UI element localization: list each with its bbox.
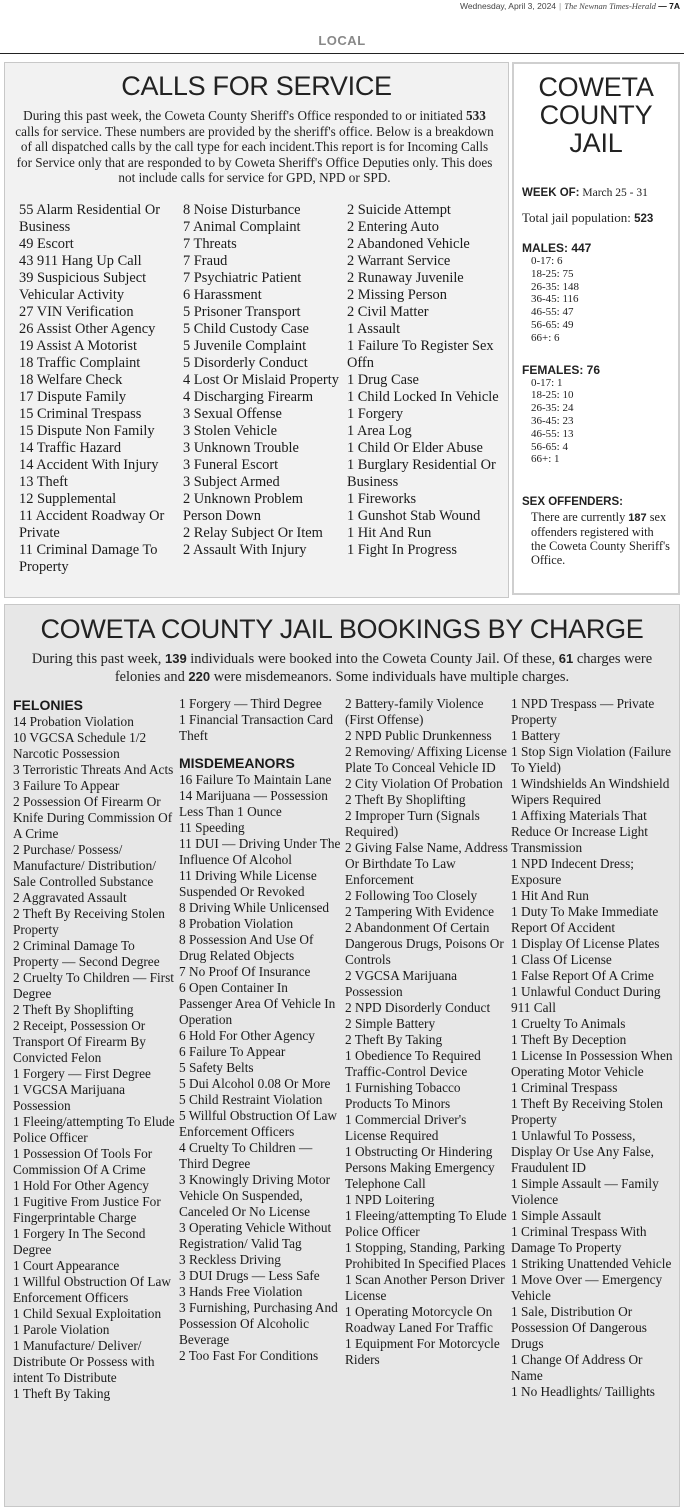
misdemeanor-count: 220 <box>188 669 211 684</box>
list-item: 1 NPD Indecent Dress; Exposure <box>511 856 634 887</box>
sex-offenders-text <box>522 510 670 567</box>
list-item: 3 Failure To Appear <box>13 778 120 793</box>
list-item: 0-17: 1 <box>531 376 563 389</box>
misdemeanors-heading: MISDEMEANORS <box>179 755 295 771</box>
list-item: 1 Class Of License <box>511 952 612 967</box>
header-rule <box>0 53 684 54</box>
calls-intro-a: During this past week, the Coweta County Sheriff's Office responded to or initiated <box>23 108 467 123</box>
list-item: 1 Criminal Trespass <box>511 1080 618 1095</box>
list-item: 1 No Headlights/ Taillights <box>511 1384 655 1399</box>
bookings-column-4 <box>511 696 677 1402</box>
calls-column-1 <box>19 202 183 576</box>
list-item: 5 Child Custody Case <box>183 321 309 337</box>
section-label: LOCAL <box>318 33 366 48</box>
list-item: 49 Escort <box>19 236 74 252</box>
list-item: 7 Animal Complaint <box>183 219 301 235</box>
list-item: 2 Theft By Taking <box>345 1032 443 1047</box>
felonies-heading: FELONIES <box>13 697 84 713</box>
list-item: 36-45: 23 <box>531 414 574 427</box>
list-item: 15 Dispute Non Family <box>19 423 155 439</box>
list-item: 1 Theft By Deception <box>511 1032 627 1047</box>
list-item: 26-35: 24 <box>531 402 574 415</box>
list-item: 1 Fireworks <box>347 491 417 507</box>
booked-count: 139 <box>164 651 187 666</box>
list-item: 1 Forgery In The Second Degree <box>13 1226 146 1257</box>
list-item: 5 Juvenile Complaint <box>183 338 307 354</box>
list-item: 3 Hands Free Violation <box>179 1284 303 1299</box>
males-group <box>522 241 670 345</box>
sex-offenders <box>522 492 670 567</box>
list-item: 66+: 6 <box>531 331 560 344</box>
list-item: 8 Possession And Use Of Drug Related Objects <box>179 932 314 963</box>
list-item: 1 Child Sexual Exploitation <box>13 1306 162 1321</box>
list-item: 1 Drug Case <box>347 372 419 388</box>
list-item: 2 Following Too Closely <box>345 888 478 903</box>
list-item: 18-25: 75 <box>531 267 574 280</box>
list-item: 2 NPD Public Drunkenness <box>345 728 492 743</box>
list-item: 1 Sale, Distribution Or Possession Of Dangerous Drugs <box>511 1304 647 1351</box>
list-item: 11 Accident Roadway Or Private <box>19 508 165 541</box>
list-item: 1 Unlawful To Possess, Display Or Use Any False, Fraudulent ID <box>511 1128 654 1175</box>
list-item: 2 Unknown Problem Person Down <box>183 491 303 524</box>
bookings-column-3 <box>345 696 511 1402</box>
list-item: 2 Entering Auto <box>347 219 439 235</box>
list-item: 13 Theft <box>19 474 68 490</box>
list-item: 43 911 Hang Up Call <box>19 253 142 269</box>
list-item: 6 Open Container In Passenger Area Of Vehicle In Operation <box>179 980 336 1027</box>
list-item: 2 Theft By Shoplifting <box>13 1002 134 1017</box>
list-item: 1 Assault <box>347 321 401 337</box>
list-item: 1 Stop Sign Violation (Failure To Yield) <box>511 744 671 775</box>
calls-count: 533 <box>466 108 486 123</box>
list-item: 3 Subject Armed <box>183 474 280 490</box>
list-item: 1 Forgery <box>347 406 404 422</box>
list-item: 18-25: 10 <box>531 389 574 402</box>
list-item: 56-65: 49 <box>531 318 574 331</box>
list-item: 10 VGCSA Schedule 1/2 Narcotic Possession <box>13 730 147 761</box>
list-item: 3 Terroristic Threats And Acts <box>13 762 174 777</box>
jail-population <box>522 210 670 226</box>
population-label: Total jail population: <box>522 210 631 225</box>
header-date: Wednesday, April 3, 2024 <box>459 1 557 11</box>
sex-offenders-count: 187 <box>628 512 647 525</box>
list-item: 6 Failure To Appear <box>179 1044 286 1059</box>
list-item: 2 Criminal Damage To Property — Second Degree <box>13 938 160 969</box>
list-item: 2 Simple Battery <box>345 1016 436 1031</box>
list-item: 1 Forgery — First Degree <box>13 1066 151 1081</box>
list-item: 1 Change Of Address Or Name <box>511 1352 643 1383</box>
list-item: 8 Probation Violation <box>179 916 294 931</box>
calls-column-3 <box>347 202 503 576</box>
list-item: 1 Stopping, Standing, Parking Prohibited In Specified Places <box>345 1240 506 1271</box>
list-item: 1 Parole Violation <box>13 1322 110 1337</box>
felonies-list-cont <box>179 696 342 744</box>
list-item: 39 Suspicious Subject Vehicular Activity <box>19 270 147 303</box>
list-item: 2 Cruelty To Children — First Degree <box>13 970 174 1001</box>
males-label: MALES: 447 <box>522 241 592 255</box>
misdemeanors-list <box>179 772 342 1364</box>
list-item: 1 Failure To Register Sex Offn <box>347 338 494 371</box>
list-item: 3 Knowingly Driving Motor Vehicle On Suspended, Canceled Or No License <box>179 1172 331 1219</box>
list-item: 2 Too Fast For Conditions <box>179 1348 319 1363</box>
list-item: 2 Suicide Attempt <box>347 202 451 218</box>
list-item: 1 Windshields An Windshield Wipers Required <box>511 776 670 807</box>
week-label: WEEK OF: <box>522 187 580 199</box>
list-item: 3 Operating Vehicle Without Registration/ Valid Tag <box>179 1220 332 1251</box>
list-item: 2 City Violation Of Probation <box>345 776 503 791</box>
list-item: 3 Unknown Trouble <box>183 440 299 456</box>
list-item: 2 Abandoned Vehicle <box>347 236 470 252</box>
list-item: 1 NPD Loitering <box>345 1192 435 1207</box>
list-item: 2 VGCSA Marijuana Possession <box>345 968 458 999</box>
list-item: 3 Reckless Driving <box>179 1252 281 1267</box>
list-item: 19 Assist A Motorist <box>19 338 137 354</box>
list-item: 7 Threats <box>183 236 237 252</box>
list-item: 2 Aggravated Assault <box>13 890 127 905</box>
list-item: 3 Sexual Offense <box>183 406 282 422</box>
list-item: 2 Civil Matter <box>347 304 429 320</box>
list-item: 1 Fugitive From Justice For Fingerprintable Charge <box>13 1194 161 1225</box>
list-item: 5 Safety Belts <box>179 1060 254 1075</box>
bookings-intro-a: During this past week, <box>31 651 165 667</box>
list-item: 1 Forgery — Third Degree <box>179 696 322 711</box>
list-item: 46-55: 47 <box>531 306 574 319</box>
list-item: 7 Psychiatric Patient <box>183 270 302 286</box>
list-item: 8 Noise Disturbance <box>183 202 301 218</box>
list-item: 1 Criminal Trespass With Damage To Property <box>511 1224 647 1255</box>
header-paper-name: The Newnan Times-Herald <box>564 1 656 11</box>
list-item: 1 Gunshot Stab Wound <box>347 508 481 524</box>
list-item: 11 Criminal Damage To Property <box>19 542 158 575</box>
list-item: 1 Simple Assault — Family Violence <box>511 1176 659 1207</box>
page-header: Wednesday, April 3, 2024 | The Newnan Times-Herald — 7A <box>459 1 680 11</box>
list-item: 1 Area Log <box>347 423 412 439</box>
list-item: 16 Failure To Maintain Lane <box>179 772 332 787</box>
list-item: 0-17: 6 <box>531 255 563 267</box>
list-item: 1 Possession Of Tools For Commission Of A Crime <box>13 1146 153 1177</box>
calls-title: CALLS FOR SERVICE <box>121 71 392 101</box>
list-item: 4 Discharging Firearm <box>183 389 314 405</box>
list-item: 2 NPD Disorderly Conduct <box>345 1000 491 1015</box>
list-item: 7 Fraud <box>183 253 228 269</box>
list-item: 1 False Report Of A Crime <box>511 968 654 983</box>
bookings-intro <box>5 650 679 686</box>
list-item: 1 Theft By Taking <box>13 1386 111 1401</box>
bookings-column-2 <box>179 696 345 1402</box>
list-item: 1 Obstructing Or Hindering Persons Making Emergency Telephone Call <box>345 1144 495 1191</box>
list-item: 5 Disorderly Conduct <box>183 355 308 371</box>
week-of <box>522 187 670 199</box>
list-item: 1 Child Locked In Vehicle <box>347 389 499 405</box>
list-item: 2 Giving False Name, Address Or Birthdate To Law Enforcement <box>345 840 508 887</box>
calls-intro-b: calls for service. These numbers are provided by the sheriff's office. Below is a breakdown of all dispatched calls by the call type for each incident.This report is for Incoming Calls for Service only that are responded to by Coweta Sheriff's Office Deputies only. This does not include calls for service for GPD, NPD or SPD. <box>15 123 494 185</box>
list-item: 4 Cruelty To Children — Third Degree <box>179 1140 313 1171</box>
list-item: 3 Stolen Vehicle <box>183 423 278 439</box>
list-item: 2 Abandonment Of Certain Dangerous Drugs, Poisons Or Controls <box>345 920 504 967</box>
list-item: 1 Manufacture/ Deliver/ Distribute Or Possess with intent To Distribute <box>13 1338 155 1385</box>
felony-count: 61 <box>558 651 574 666</box>
list-item: 11 Speeding <box>179 820 245 835</box>
list-item: 1 License In Possession When Operating Motor Vehicle <box>511 1048 673 1079</box>
calls-intro <box>5 102 508 186</box>
list-item: 2 Possession Of Firearm Or Knife During Commission Of A Crime <box>13 794 173 841</box>
calls-column-2 <box>183 202 347 576</box>
list-item: 4 Lost Or Mislaid Property <box>183 372 339 388</box>
females-label: FEMALES: 76 <box>522 362 601 377</box>
list-item: 1 Operating Motorcycle On Roadway Laned For Traffic <box>345 1304 493 1335</box>
list-item: 18 Welfare Check <box>19 372 123 388</box>
list-item: 2 Warrant Service <box>347 253 451 269</box>
sex-offenders-label: SEX OFFENDERS: <box>522 496 623 509</box>
list-item: 1 Commercial Driver's License Required <box>345 1112 467 1143</box>
list-item: 1 Willful Obstruction Of Law Enforcement Officers <box>13 1274 172 1305</box>
list-item: 36-45: 116 <box>531 293 579 306</box>
list-item: 26-35: 148 <box>531 280 579 293</box>
list-item: 1 Fleeing/attempting To Elude Police Officer <box>345 1208 507 1239</box>
list-item: 1 Child Or Elder Abuse <box>347 440 483 456</box>
list-item: 1 Unlawful Conduct During 911 Call <box>511 984 661 1015</box>
list-item: 2 Runaway Juvenile <box>347 270 464 286</box>
list-item: 1 Theft By Receiving Stolen Property <box>511 1096 663 1127</box>
header-page-number: — 7A <box>658 1 680 11</box>
list-item: 1 Battery <box>511 728 561 743</box>
list-item: 1 Burglary Residential Or Business <box>347 457 496 490</box>
list-item: 46-55: 13 <box>531 427 574 440</box>
list-item: 56-65: 4 <box>531 440 568 453</box>
list-item: 17 Dispute Family <box>19 389 127 405</box>
list-item: 2 Purchase/ Possess/ Manufacture/ Distribution/ Sale Controlled Substance <box>13 842 156 889</box>
males-age-list <box>522 255 670 345</box>
list-item: 14 Accident With Injury <box>19 457 159 473</box>
list-item: 14 Probation Violation <box>13 714 134 729</box>
list-item: 2 Tampering With Evidence <box>345 904 495 919</box>
list-item: 26 Assist Other Agency <box>19 321 156 337</box>
list-item: 27 VIN Verification <box>19 304 134 320</box>
bookings-intro-b: individuals were booked into the Coweta County Jail. Of these, <box>186 651 559 667</box>
list-item: 5 Prisoner Transport <box>183 304 301 320</box>
list-item: 1 Fight In Progress <box>347 542 457 558</box>
list-item: 1 Hit And Run <box>511 888 589 903</box>
list-item: 1 Financial Transaction Card Theft <box>179 712 334 743</box>
list-item: 1 Scan Another Person Driver License <box>345 1272 505 1303</box>
list-item: 1 Hit And Run <box>347 525 432 541</box>
jail-title: COWETA COUNTY JAIL <box>538 72 654 158</box>
list-item: 1 Court Appearance <box>13 1258 120 1273</box>
list-item: 5 Dui Alcohol 0.08 Or More <box>179 1076 331 1091</box>
list-item: 7 No Proof Of Insurance <box>179 964 311 979</box>
list-item: 14 Traffic Hazard <box>19 440 122 456</box>
list-item: 3 Furnishing, Purchasing And Possession Of Alcoholic Beverage <box>179 1300 338 1347</box>
list-item: 14 Marijuana — Possession Less Than 1 Ounce <box>179 788 328 819</box>
list-item: 2 Removing/ Affixing License Plate To Conceal Vehicle ID <box>345 744 507 775</box>
week-value: March 25 - 31 <box>582 187 648 199</box>
list-item: 2 Theft By Shoplifting <box>345 792 466 807</box>
bookings-intro-c: charges were felonies and <box>114 651 653 685</box>
list-item: 1 Duty To Make Immediate Report Of Accident <box>511 904 659 935</box>
list-item: 15 Criminal Trespass <box>19 406 142 422</box>
females-group <box>522 363 670 467</box>
bookings-title: COWETA COUNTY JAIL BOOKINGS BY CHARGE <box>40 614 644 644</box>
list-item: 3 DUI Drugs — Less Safe <box>179 1268 320 1283</box>
calls-columns <box>19 202 503 576</box>
bookings-column-1 <box>13 696 179 1402</box>
felonies-list <box>13 714 176 1402</box>
list-item: 2 Assault With Injury <box>183 542 307 558</box>
females-age-list <box>522 377 670 467</box>
list-item: 2 Theft By Receiving Stolen Property <box>13 906 165 937</box>
list-item: 66+: 1 <box>531 453 560 466</box>
sex-offenders-text-b: sex offenders registered with the Coweta County Sheriff's Office. <box>531 510 670 568</box>
bookings-intro-d: were misdemeanors. Some individuals have multiple charges. <box>210 669 570 685</box>
list-item: 1 Display Of License Plates <box>511 936 660 951</box>
list-item: 6 Harassment <box>183 287 262 303</box>
list-item: 18 Traffic Complaint <box>19 355 141 371</box>
list-item: 1 Striking Unattended Vehicle <box>511 1256 672 1271</box>
list-item: 1 Affixing Materials That Reduce Or Increase Light Transmission <box>511 808 648 855</box>
list-item: 6 Hold For Other Agency <box>179 1028 315 1043</box>
list-item: 2 Missing Person <box>347 287 447 303</box>
list-item: 1 Move Over — Emergency Vehicle <box>511 1272 663 1303</box>
list-item: 2 Battery-family Violence (First Offense) <box>345 696 484 727</box>
list-item: 1 Equipment For Motorcycle Riders <box>345 1336 500 1367</box>
list-item: 1 VGCSA Marijuana Possession <box>13 1082 126 1113</box>
population-value: 523 <box>634 213 654 225</box>
bookings-box <box>4 604 680 1507</box>
list-item: 1 Fleeing/attempting To Elude Police Officer <box>13 1114 175 1145</box>
list-item: 3 Funeral Escort <box>183 457 279 473</box>
calls-for-service-box <box>4 62 509 598</box>
list-item: 2 Improper Turn (Signals Required) <box>345 808 480 839</box>
list-item: 1 Simple Assault <box>511 1208 602 1223</box>
list-item: 12 Supplemental <box>19 491 117 507</box>
list-item: 1 Cruelty To Animals <box>511 1016 626 1031</box>
list-item: 1 Obedience To Required Traffic-Control Device <box>345 1048 481 1079</box>
list-item: 8 Driving While Unlicensed <box>179 900 330 915</box>
list-item: 11 DUI — Driving Under The Influence Of Alcohol <box>179 836 341 867</box>
bookings-columns <box>13 696 677 1402</box>
list-item: 1 Furnishing Tobacco Products To Minors <box>345 1080 461 1111</box>
list-item: 1 NPD Trespass — Private Property <box>511 696 655 727</box>
list-item: 5 Willful Obstruction Of Law Enforcement Officers <box>179 1108 338 1139</box>
list-item: 2 Relay Subject Or Item <box>183 525 323 541</box>
list-item: 55 Alarm Residential Or Business <box>19 202 161 235</box>
list-item: 2 Receipt, Possession Or Transport Of Firearm By Convicted Felon <box>13 1018 146 1065</box>
jail-stats-box <box>512 62 680 595</box>
list-item: 5 Child Restraint Violation <box>179 1092 323 1107</box>
list-item: 1 Hold For Other Agency <box>13 1178 149 1193</box>
list-item: 11 Driving While License Suspended Or Revoked <box>179 868 317 899</box>
sex-offenders-text-a: There are currently <box>531 510 629 525</box>
